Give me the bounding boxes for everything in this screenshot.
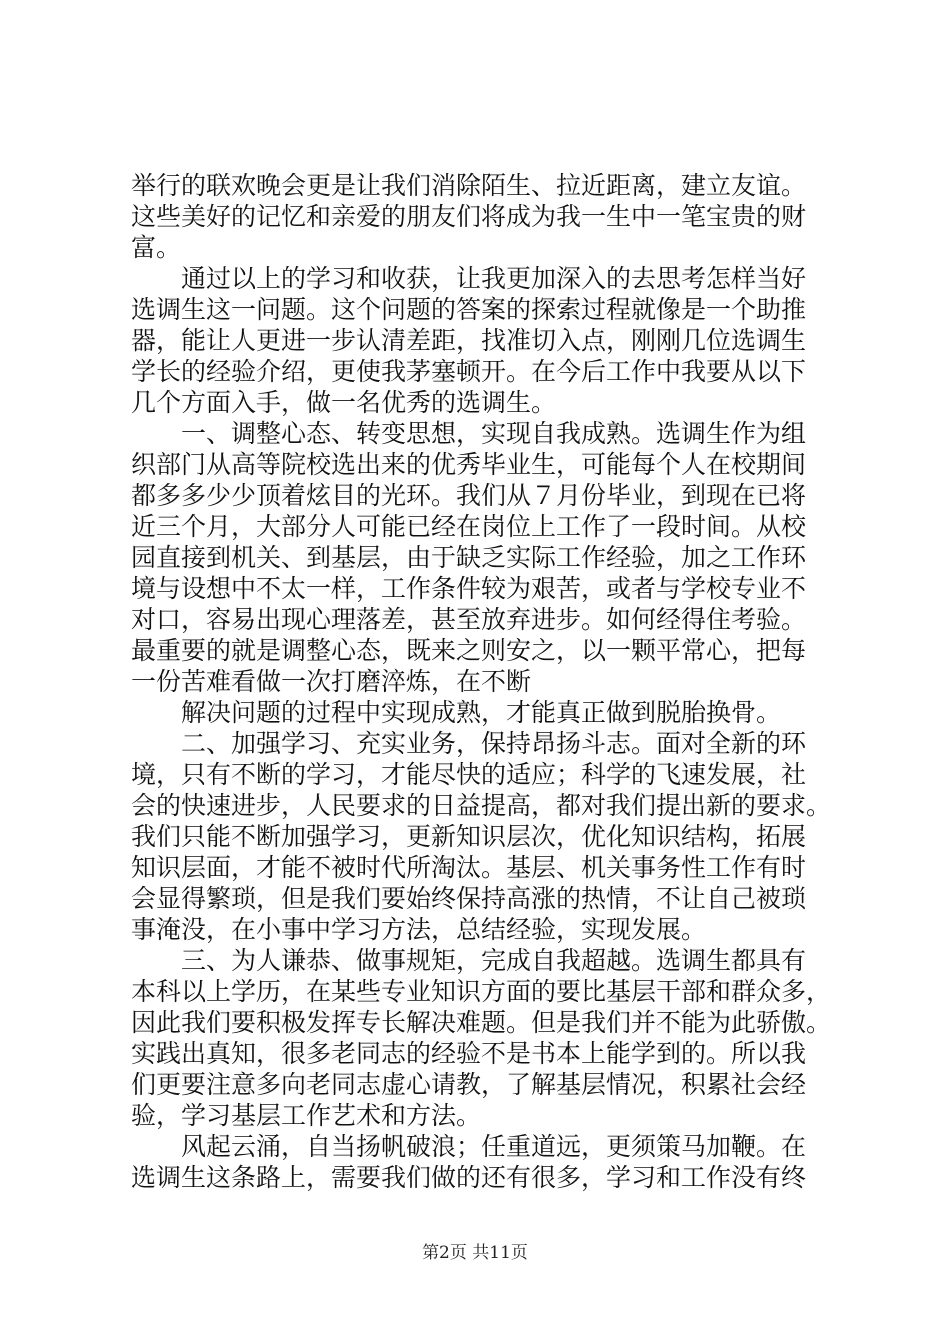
document-body [131, 170, 851, 1193]
text-line: 本科以上学历，在某些专业知识方面的要比基层干部和群众多， [131, 977, 832, 1006]
text-line: 们更要注意多向老同志虚心请教，了解基层情况，积累社会经 [131, 1070, 807, 1099]
text-line: 对口，容易出现心理落差，甚至放弃进步。如何经得住考验。 [131, 605, 807, 634]
text-line: 这些美好的记忆和亲爱的朋友们将成为我一生中一笔宝贵的财 [131, 202, 807, 231]
text-line: 解决问题的过程中实现成熟，才能真正做到脱胎换骨。 [131, 698, 782, 727]
text-line: 实践出真知，很多老同志的经验不是书本上能学到的。所以我 [131, 1039, 807, 1068]
text-line: 境，只有不断的学习，才能尽快的适应；科学的飞速发展，社 [131, 760, 807, 789]
text-line: 选调生这条路上，需要我们做的还有很多，学习和工作没有终 [131, 1163, 807, 1192]
text-line: 园直接到机关、到基层，由于缺乏实际工作经验，加之工作环 [131, 543, 807, 572]
text-line: 近三个月，大部分人可能已经在岗位上工作了一段时间。从校 [131, 512, 807, 541]
text-line: 选调生这一问题。这个问题的答案的探索过程就像是一个助推 [131, 295, 807, 324]
text-line: 织部门从高等院校选出来的优秀毕业生，可能每个人在校期间 [131, 450, 807, 479]
text-line: 通过以上的学习和收获，让我更加深入的去思考怎样当好 [131, 264, 807, 293]
text-line: 举行的联欢晚会更是让我们消除陌生、拉近距离，建立友谊。 [131, 171, 807, 200]
text-line: 一份苦难看做一次打磨淬炼，在不断 [131, 667, 532, 696]
text-line: 会显得繁琐，但是我们要始终保持高涨的热情，不让自己被琐 [131, 884, 807, 913]
text-line: 事淹没，在小事中学习方法，总结经验，实现发展。 [131, 915, 707, 944]
text-line: 风起云涌，自当扬帆破浪；任重道远，更须策马加鞭。在 [131, 1132, 807, 1161]
text-line: 会的快速进步，人民要求的日益提高，都对我们提出新的要求。 [131, 791, 832, 820]
text-line: 一、调整心态、转变思想，实现自我成熟。选调生作为组 [131, 419, 807, 448]
text-line: 境与设想中不太一样，工作条件较为艰苦，或者与学校专业不 [131, 574, 807, 603]
text-line: 三、为人谦恭、做事规矩，完成自我超越。选调生都具有 [131, 946, 807, 975]
page-number: 第2页 共11页 [422, 1243, 528, 1263]
text-line: 最重要的就是调整心态，既来之则安之，以一颗平常心，把每 [131, 636, 807, 665]
text-line: 富。 [131, 233, 182, 262]
text-line: 我们只能不断加强学习，更新知识层次，优化知识结构，拓展 [131, 822, 807, 851]
text-line: 器，能让人更进一步认清差距，找准切入点，刚刚几位选调生 [131, 326, 807, 355]
text-line: 几个方面入手，做一名优秀的选调生。 [131, 388, 557, 417]
text-line: 二、加强学习、充实业务，保持昂扬斗志。面对全新的环 [131, 729, 807, 758]
text-line: 因此我们要积极发挥专长解决难题。但是我们并不能为此骄傲。 [131, 1008, 832, 1037]
text-line: 验，学习基层工作艺术和方法。 [131, 1101, 482, 1130]
text-line: 学长的经验介绍，更使我茅塞顿开。在今后工作中我要从以下 [131, 357, 807, 386]
text-line: 都多多少少顶着炫目的光环。我们从７月份毕业，到现在已将 [131, 481, 807, 510]
text-line: 知识层面，才能不被时代所淘汰。基层、机关事务性工作有时 [131, 853, 807, 882]
